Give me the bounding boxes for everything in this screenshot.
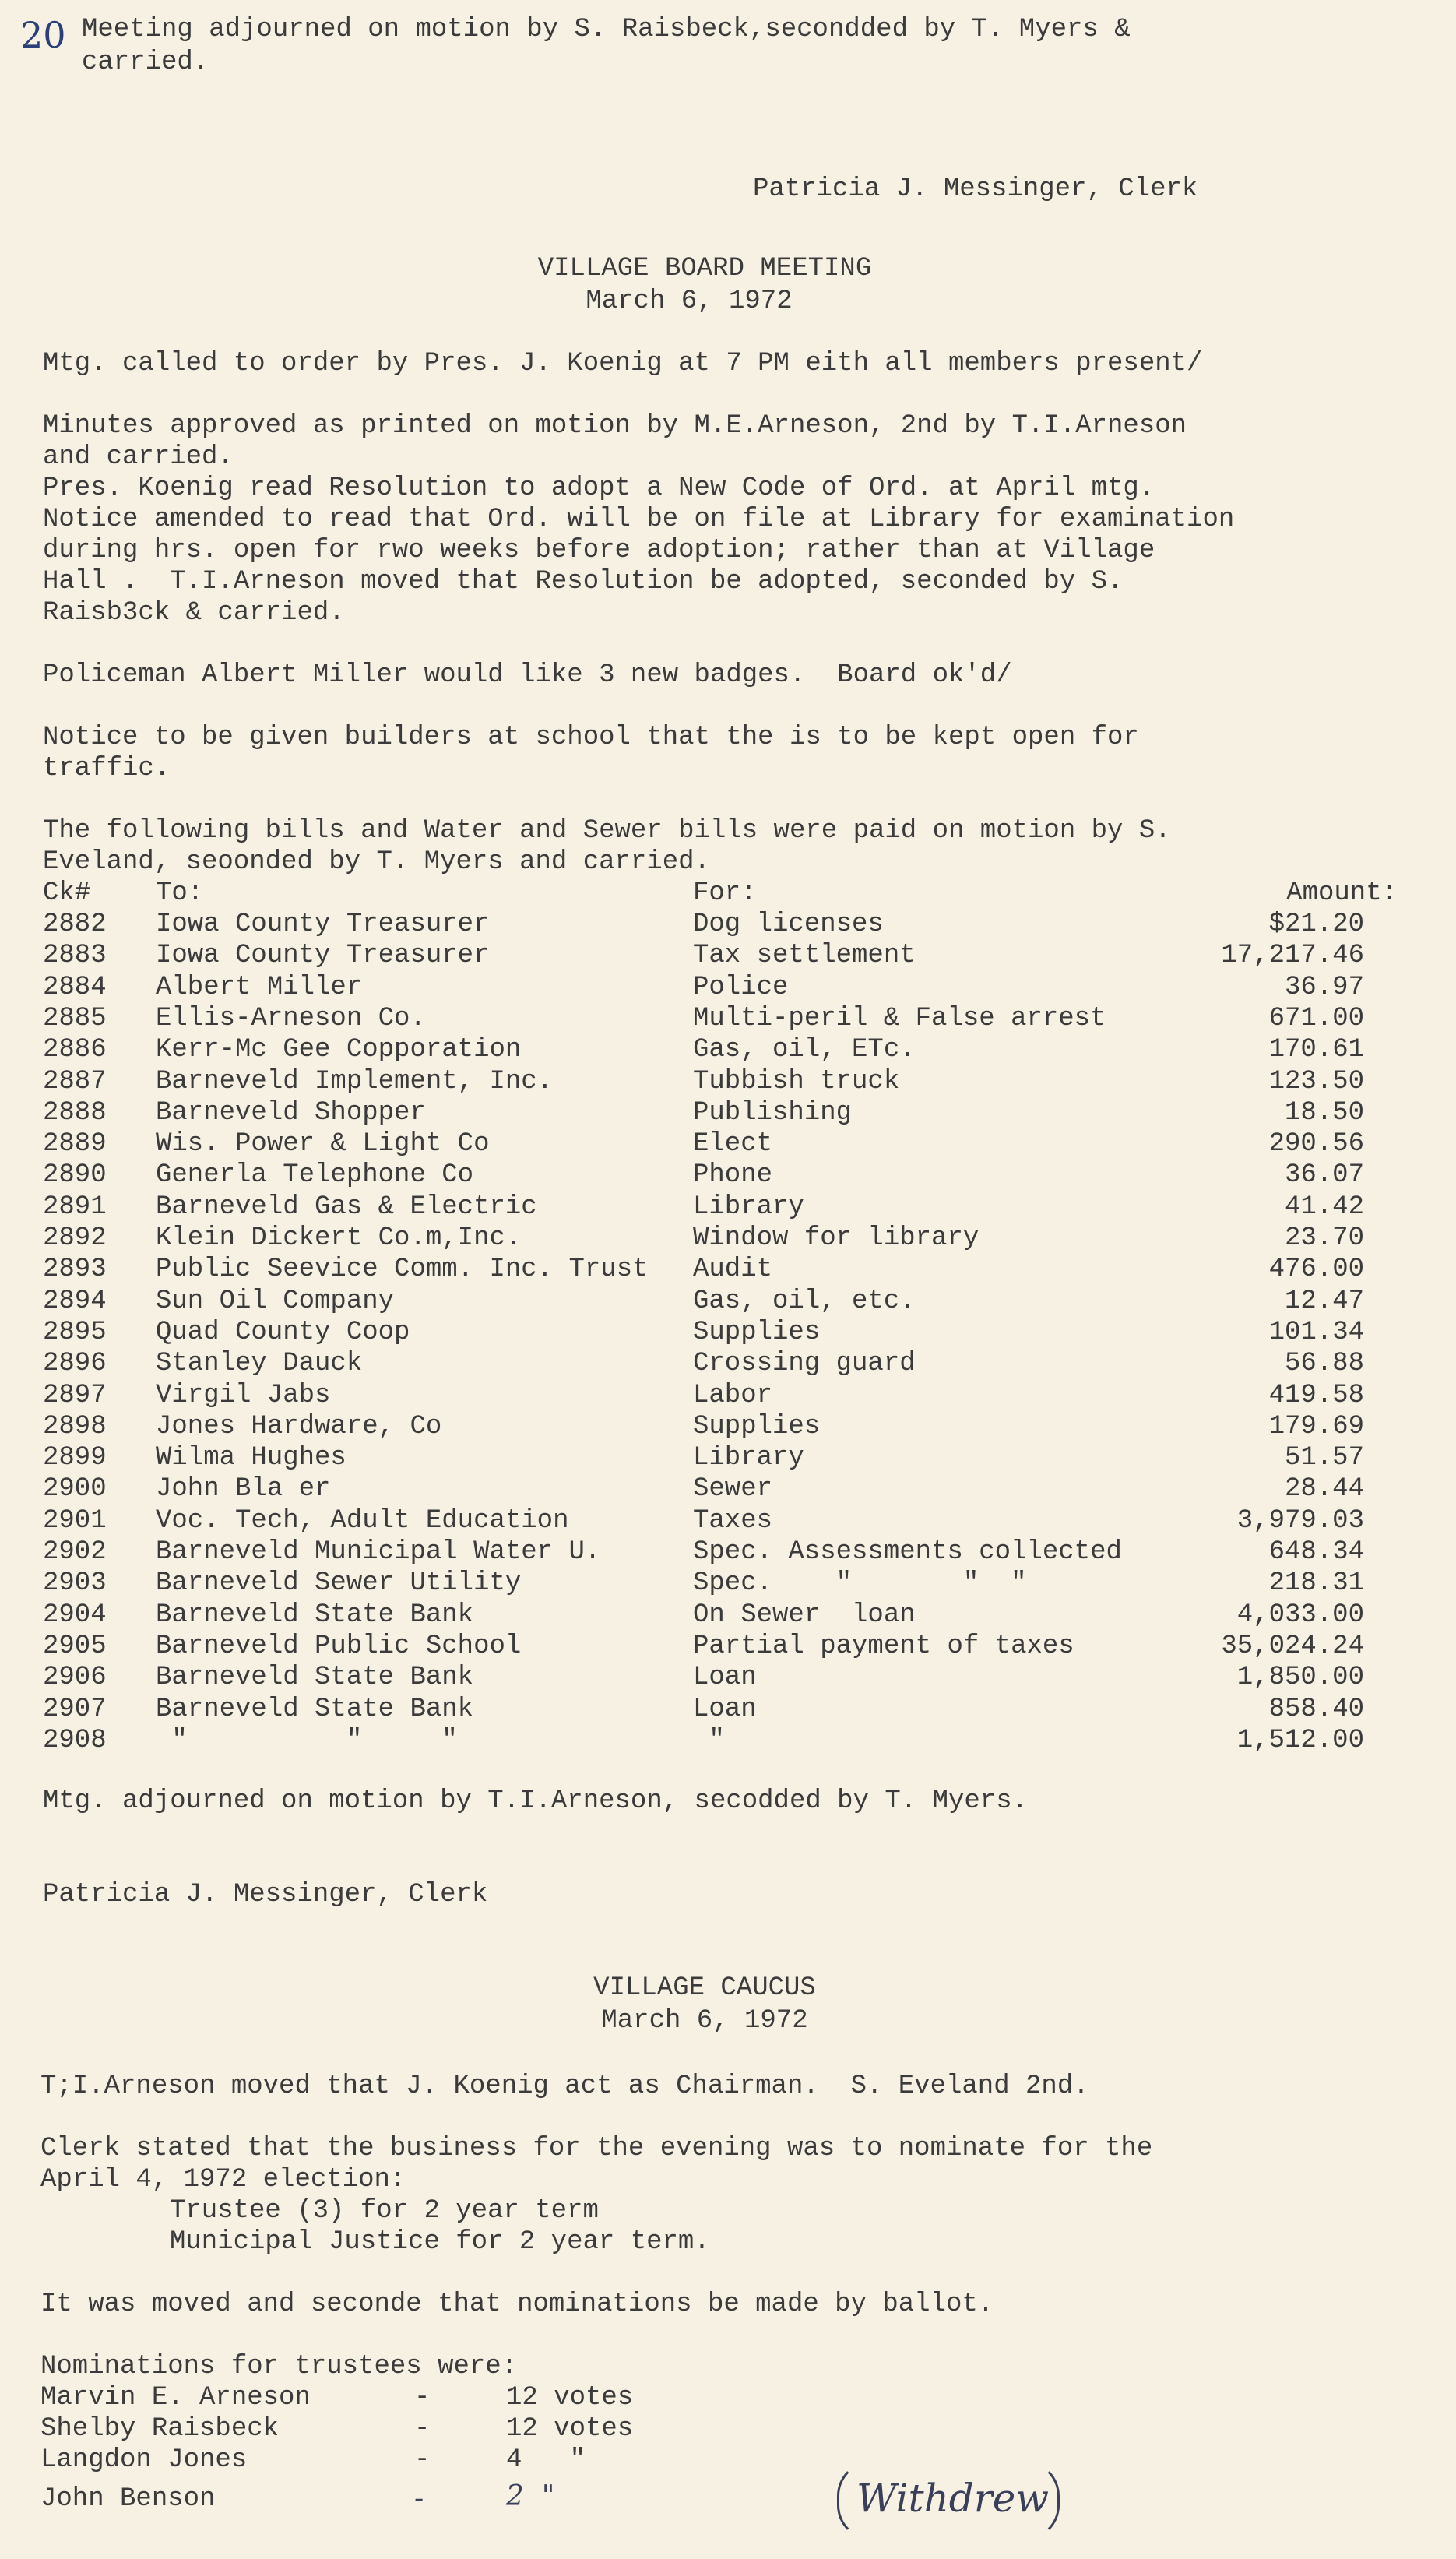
nominee-dash: - bbox=[414, 2445, 431, 2475]
bill-check-number: 2900 bbox=[43, 1474, 107, 1504]
bill-purpose: Dog licenses bbox=[693, 910, 884, 939]
bill-amount: 123.50 bbox=[1268, 1067, 1364, 1096]
bill-row bbox=[0, 909, 1456, 940]
business-line: Clerk stated that the business for the evening was to nominate for the bbox=[40, 2134, 1153, 2163]
bill-row bbox=[0, 1003, 1456, 1034]
bill-row bbox=[0, 1380, 1456, 1411]
bill-check-number: 2896 bbox=[43, 1349, 107, 1378]
bill-amount: 218.31 bbox=[1268, 1568, 1364, 1598]
bill-payee: Barneveld Public School bbox=[156, 1631, 522, 1661]
bill-payee: Quad County Coop bbox=[156, 1318, 410, 1347]
bill-row bbox=[0, 1600, 1456, 1631]
bill-row bbox=[0, 972, 1456, 1003]
bill-purpose: Library bbox=[693, 1443, 804, 1473]
bill-purpose: On Sewer loan bbox=[693, 1600, 916, 1630]
bill-payee: Voc. Tech, Adult Education bbox=[156, 1506, 569, 1536]
bill-payee: Virgil Jabs bbox=[156, 1381, 331, 1410]
nominee-dash: - bbox=[414, 2483, 424, 2515]
bill-purpose: Supplies bbox=[693, 1412, 821, 1441]
bill-check-number: 2885 bbox=[43, 1004, 107, 1033]
bill-payee: Stanley Dauck bbox=[156, 1349, 363, 1378]
bill-check-number: 2891 bbox=[43, 1192, 107, 1222]
minutes-line: Pres. Koenig read Resolution to adopt a New Code of Ord. at April mtg. bbox=[43, 473, 1155, 503]
bill-row bbox=[0, 1694, 1456, 1725]
bill-row bbox=[0, 1192, 1456, 1223]
bill-purpose: Gas, oil, ETc. bbox=[693, 1035, 916, 1065]
bill-purpose: Publishing bbox=[693, 1098, 853, 1128]
bill-check-number: 2890 bbox=[43, 1160, 107, 1190]
bill-payee: Barneveld State Bank bbox=[156, 1663, 474, 1692]
bill-purpose: Sewer bbox=[693, 1474, 773, 1504]
bill-check-number: 2903 bbox=[43, 1568, 107, 1598]
bill-check-number: 2888 bbox=[43, 1098, 107, 1128]
bill-amount: 4,033.00 bbox=[1236, 1600, 1364, 1630]
bill-check-number: 2894 bbox=[43, 1287, 107, 1316]
bills-intro-line: Eveland, seoonded by T. Myers and carried. bbox=[43, 847, 710, 877]
caucus-title: VILLAGE CAUCUS bbox=[593, 1973, 816, 2003]
bill-purpose: Multi-peril & False arrest bbox=[693, 1004, 1106, 1033]
bill-purpose: Tax settlement bbox=[693, 941, 916, 970]
bills-intro-line: The following bills and Water and Sewer bills were paid on motion by S. bbox=[43, 816, 1171, 846]
bill-payee: Public Seevice Comm. Inc. Trust bbox=[156, 1255, 649, 1284]
bill-check-number: 2907 bbox=[43, 1695, 107, 1724]
bill-purpose: Gas, oil, etc. bbox=[693, 1287, 916, 1316]
bill-amount: 51.57 bbox=[1284, 1443, 1364, 1473]
bill-amount: 179.69 bbox=[1268, 1412, 1364, 1441]
bill-amount: 671.00 bbox=[1268, 1004, 1364, 1033]
minutes-line: Notice amended to read that Ord. will be on file at Library for examination bbox=[43, 505, 1235, 534]
bill-row bbox=[0, 1097, 1456, 1128]
bill-check-number: 2886 bbox=[43, 1035, 107, 1065]
bill-payee: Sun Oil Company bbox=[156, 1287, 395, 1316]
bill-check-number: 2887 bbox=[43, 1067, 107, 1096]
bill-amount: 419.58 bbox=[1268, 1381, 1364, 1410]
bill-check-number: 2893 bbox=[43, 1255, 107, 1284]
bills-header-for: For: bbox=[693, 878, 757, 908]
nominee-votes: 12 votes bbox=[506, 2383, 634, 2413]
bill-check-number: 2895 bbox=[43, 1318, 107, 1347]
bills-header-row bbox=[0, 878, 1456, 909]
bill-amount: 101.34 bbox=[1268, 1318, 1364, 1347]
bill-row bbox=[0, 1286, 1456, 1317]
bill-payee: Barneveld Municipal Water U. bbox=[156, 1537, 601, 1567]
bill-amount: 170.61 bbox=[1268, 1035, 1364, 1065]
nominee-dash: - bbox=[414, 2414, 431, 2444]
bill-row bbox=[0, 1631, 1456, 1662]
bill-payee: Barneveld Gas & Electric bbox=[156, 1192, 537, 1222]
notice-line: Notice to be given builders at school that the is to be kept open for bbox=[43, 723, 1139, 752]
minutes-line: Hall . T.I.Arneson moved that Resolution be adopted, seconded by S. bbox=[43, 567, 1124, 597]
bill-amount: 1,850.00 bbox=[1236, 1663, 1364, 1692]
bill-row bbox=[0, 1725, 1456, 1756]
board-signature: Patricia J. Messinger, Clerk bbox=[43, 1880, 488, 1910]
bill-check-number: 2899 bbox=[43, 1443, 107, 1473]
bill-row bbox=[0, 1473, 1456, 1505]
bill-amount: 56.88 bbox=[1284, 1349, 1364, 1378]
nominee-votes: 12 votes bbox=[506, 2414, 634, 2444]
bill-amount: 1,512.00 bbox=[1236, 1726, 1364, 1755]
bill-purpose: Elect bbox=[693, 1129, 773, 1159]
bill-amount: 18.50 bbox=[1284, 1098, 1364, 1128]
notice-line: traffic. bbox=[43, 754, 171, 783]
minutes-line: Minutes approved as printed on motion by M.E.Arneson, 2nd by T.I.Arneson bbox=[43, 411, 1187, 441]
bill-payee: Barneveld State Bank bbox=[156, 1600, 474, 1630]
minutes-line: during hrs. open for rwo weeks before adoption; rather than at Village bbox=[43, 536, 1155, 565]
bill-purpose: Spec. Assessments collected bbox=[693, 1537, 1122, 1567]
bill-purpose: Tubbish truck bbox=[693, 1067, 900, 1096]
bill-check-number: 2905 bbox=[43, 1631, 107, 1661]
bill-payee: Barneveld Sewer Utility bbox=[156, 1568, 522, 1598]
bill-payee: Barneveld Shopper bbox=[156, 1098, 426, 1128]
policeman-note: Policeman Albert Miller would like 3 new badges. Board ok'd/ bbox=[43, 660, 1012, 690]
bill-payee: Albert Miller bbox=[156, 973, 363, 1002]
office-line: Municipal Justice for 2 year term. bbox=[170, 2227, 710, 2257]
bill-payee: Klein Dickert Co.m,Inc. bbox=[156, 1223, 522, 1253]
bill-check-number: 2904 bbox=[43, 1600, 107, 1630]
bill-row bbox=[0, 1317, 1456, 1348]
bill-check-number: 2882 bbox=[43, 910, 107, 939]
bill-purpose: Window for library bbox=[693, 1223, 979, 1253]
bill-purpose: Loan bbox=[693, 1695, 757, 1724]
bill-amount: 476.00 bbox=[1268, 1255, 1364, 1284]
bill-payee: Iowa County Treasurer bbox=[156, 910, 490, 939]
bill-amount: 36.07 bbox=[1284, 1160, 1364, 1190]
bill-check-number: 2906 bbox=[43, 1663, 107, 1692]
nominations-header: Nominations for trustees were: bbox=[40, 2352, 518, 2381]
bill-payee: Barneveld Implement, Inc. bbox=[156, 1067, 554, 1096]
bill-purpose: Spec. " " " bbox=[693, 1568, 1027, 1598]
bill-amount: $21.20 bbox=[1268, 910, 1364, 939]
board-meeting-title: VILLAGE BOARD MEETING bbox=[537, 254, 872, 283]
bill-amount: 35,024.24 bbox=[1221, 1631, 1364, 1661]
header-signature: Patricia J. Messinger, Clerk bbox=[753, 174, 1198, 204]
bill-check-number: 2902 bbox=[43, 1537, 107, 1567]
bill-check-number: 2897 bbox=[43, 1381, 107, 1410]
bill-row bbox=[0, 1034, 1456, 1065]
bill-payee: Wilma Hughes bbox=[156, 1443, 346, 1473]
bill-payee: Barneveld State Bank bbox=[156, 1695, 474, 1724]
header-line-2: carried. bbox=[82, 48, 209, 77]
bill-check-number: 2883 bbox=[43, 941, 107, 970]
bill-purpose: Taxes bbox=[693, 1506, 773, 1536]
bill-row bbox=[0, 1348, 1456, 1379]
bill-row bbox=[0, 1505, 1456, 1536]
bill-row bbox=[0, 1128, 1456, 1160]
bill-payee: " " " bbox=[156, 1726, 458, 1755]
bill-purpose: Crossing guard bbox=[693, 1349, 916, 1378]
bills-header-amount: Amount: bbox=[1286, 878, 1398, 908]
bill-check-number: 2892 bbox=[43, 1223, 107, 1253]
bill-purpose: Police bbox=[693, 973, 789, 1002]
called-to-order: Mtg. called to order by Pres. J. Koenig at 7 PM eith all members present/ bbox=[43, 349, 1203, 378]
bill-amount: 290.56 bbox=[1268, 1129, 1364, 1159]
business-line: April 4, 1972 election: bbox=[40, 2165, 406, 2195]
bills-header-ck: Ck# bbox=[43, 878, 91, 908]
bill-payee: Ellis-Arneson Co. bbox=[156, 1004, 426, 1033]
bill-payee: Generla Telephone Co bbox=[156, 1160, 474, 1190]
minutes-line: and carried. bbox=[43, 442, 234, 472]
bill-purpose: Partial payment of taxes bbox=[693, 1631, 1074, 1661]
bill-amount: 41.42 bbox=[1284, 1192, 1364, 1222]
minutes-line: Raisb3ck & carried. bbox=[43, 598, 345, 628]
bill-amount: 23.70 bbox=[1284, 1223, 1364, 1253]
bill-row bbox=[0, 1254, 1456, 1285]
chairman-line: T;I.Arneson moved that J. Koenig act as Chairman. S. Eveland 2nd. bbox=[40, 2071, 1089, 2101]
nominee-votes: 4 " bbox=[506, 2445, 586, 2475]
nominee-name: Langdon Jones bbox=[40, 2445, 248, 2475]
board-meeting-date: March 6, 1972 bbox=[586, 287, 793, 316]
bill-payee: Iowa County Treasurer bbox=[156, 941, 490, 970]
bill-row bbox=[0, 1568, 1456, 1599]
bill-row bbox=[0, 1160, 1456, 1191]
bill-row bbox=[0, 1411, 1456, 1442]
bill-payee: Jones Hardware, Co bbox=[156, 1412, 442, 1441]
bill-amount: 36.97 bbox=[1284, 973, 1364, 1002]
office-line: Trustee (3) for 2 year term bbox=[170, 2196, 599, 2226]
bill-purpose: Library bbox=[693, 1192, 804, 1222]
bill-row bbox=[0, 1066, 1456, 1097]
bill-row bbox=[0, 1223, 1456, 1254]
bill-payee: Kerr-Mc Gee Copporation bbox=[156, 1035, 522, 1065]
ballot-line: It was moved and seconde that nominations be made by ballot. bbox=[40, 2290, 994, 2319]
adjourned-line: Mtg. adjourned on motion by T.I.Arneson, secodded by T. Myers. bbox=[43, 1786, 1029, 1816]
bill-check-number: 2898 bbox=[43, 1412, 107, 1441]
bill-purpose: Supplies bbox=[693, 1318, 821, 1347]
nominee-name: Marvin E. Arneson bbox=[40, 2383, 311, 2413]
bills-header-to: To: bbox=[156, 878, 204, 908]
bill-check-number: 2889 bbox=[43, 1129, 107, 1159]
bill-check-number: 2908 bbox=[43, 1726, 107, 1755]
bill-payee: Wis. Power & Light Co bbox=[156, 1129, 490, 1159]
bill-row bbox=[0, 940, 1456, 971]
bill-purpose: " bbox=[693, 1726, 725, 1755]
nominee-votes: 2 " bbox=[506, 2480, 555, 2512]
bill-purpose: Audit bbox=[693, 1255, 773, 1284]
bill-amount: 28.44 bbox=[1284, 1474, 1364, 1504]
bill-purpose: Loan bbox=[693, 1663, 757, 1692]
bill-amount: 17,217.46 bbox=[1221, 941, 1364, 970]
bill-check-number: 2901 bbox=[43, 1506, 107, 1536]
bill-purpose: Phone bbox=[693, 1160, 773, 1190]
bill-amount: 858.40 bbox=[1268, 1695, 1364, 1724]
bill-purpose: Labor bbox=[693, 1381, 773, 1410]
caucus-date: March 6, 1972 bbox=[601, 2006, 808, 2036]
bill-payee: John Bla er bbox=[156, 1474, 331, 1504]
nominee-dash: - bbox=[414, 2383, 431, 2413]
bill-amount: 648.34 bbox=[1268, 1537, 1364, 1567]
page-number: 20 bbox=[20, 14, 66, 56]
bill-row bbox=[0, 1536, 1456, 1568]
bill-row bbox=[0, 1442, 1456, 1473]
nominee-name: Shelby Raisbeck bbox=[40, 2414, 280, 2444]
bill-row bbox=[0, 1662, 1456, 1693]
bill-amount: 12.47 bbox=[1284, 1287, 1364, 1316]
withdrew-note: Withdrew bbox=[856, 2476, 1050, 2521]
bill-amount: 3,979.03 bbox=[1236, 1506, 1364, 1536]
header-line-1: Meeting adjourned on motion by S. Raisbeck,secondded by T. Myers & bbox=[82, 15, 1131, 44]
bill-check-number: 2884 bbox=[43, 973, 107, 1002]
nominee-name: John Benson bbox=[40, 2484, 216, 2514]
